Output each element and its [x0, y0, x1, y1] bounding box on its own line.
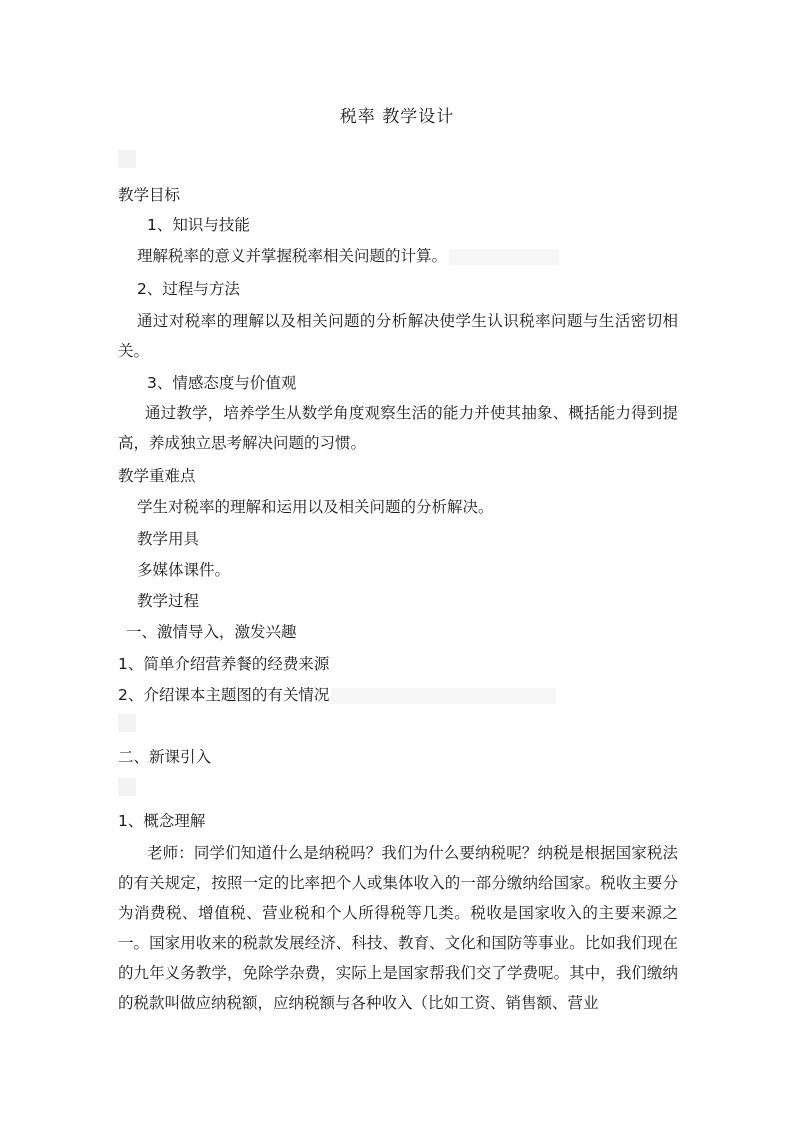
step2-heading: 二、新课引入 [118, 748, 212, 766]
step1-heading: 一、激情导入，激发兴趣 [126, 623, 297, 641]
tools-text: 多媒体课件。 [137, 561, 231, 579]
concept-heading: 1、概念理解 [118, 812, 206, 830]
process-heading: 教学过程 [137, 592, 200, 610]
goal2-text: 通过对税率的理解以及相关问题的分析解决使学生认识税率问题与生活密切相关。 [118, 312, 678, 360]
shaded-region [331, 688, 556, 704]
goal3-text: 通过教学，培养学生从数学角度观察生活的能力并使其抽象、概括能力得到提高，养成独立思考解决问题的习惯。 [118, 404, 678, 452]
goal1-text-line [137, 245, 559, 267]
blank-paragraph-marker [118, 150, 136, 168]
goal1-heading: 1、知识与技能 [147, 216, 250, 234]
step1-item1: 1、简单介绍营养餐的经费来源 [118, 655, 330, 673]
document-title: 税率 教学设计 [339, 107, 455, 127]
key-points-heading: 教学重难点 [118, 467, 196, 485]
goal3-heading: 3、情感态度与价值观 [147, 374, 297, 392]
blank-paragraph-marker [118, 714, 136, 732]
tools-heading: 教学用具 [137, 530, 200, 548]
shaded-region [449, 249, 559, 265]
goal2-heading: 2、过程与方法 [137, 280, 240, 298]
step1-item2: 2、介绍课本主题图的有关情况 [118, 686, 330, 704]
blank-paragraph-marker [118, 778, 136, 796]
concept-text: 老师：同学们知道什么是纳税吗？我们为什么要纳税呢？纳税是根据国家税法的有关规定，按照一定的比率把个人或集体收入的一部分缴纳给国家。税收主要分为消费税、增值税、营业税和个人所得税等几类。税收是国家收入的主要来源之一。国家用收来的税款发展经济、科技、教育、文化和国防等事业。比如我们现在的九年义务教学，免除学杂费，实际上是国家帮我们交了学费呢。其中，我们缴纳的税款叫做应纳税额，应纳税额与各种收入（比如工资、销售额、营业 [118, 844, 678, 1012]
goal1-text: 理解税率的意义并掌握税率相关问题的计算。 [137, 247, 448, 265]
key-points-text: 学生对税率的理解和运用以及相关问题的分析解决。 [137, 498, 494, 516]
step1-item2-line [118, 684, 556, 706]
goals-heading: 教学目标 [118, 186, 181, 204]
